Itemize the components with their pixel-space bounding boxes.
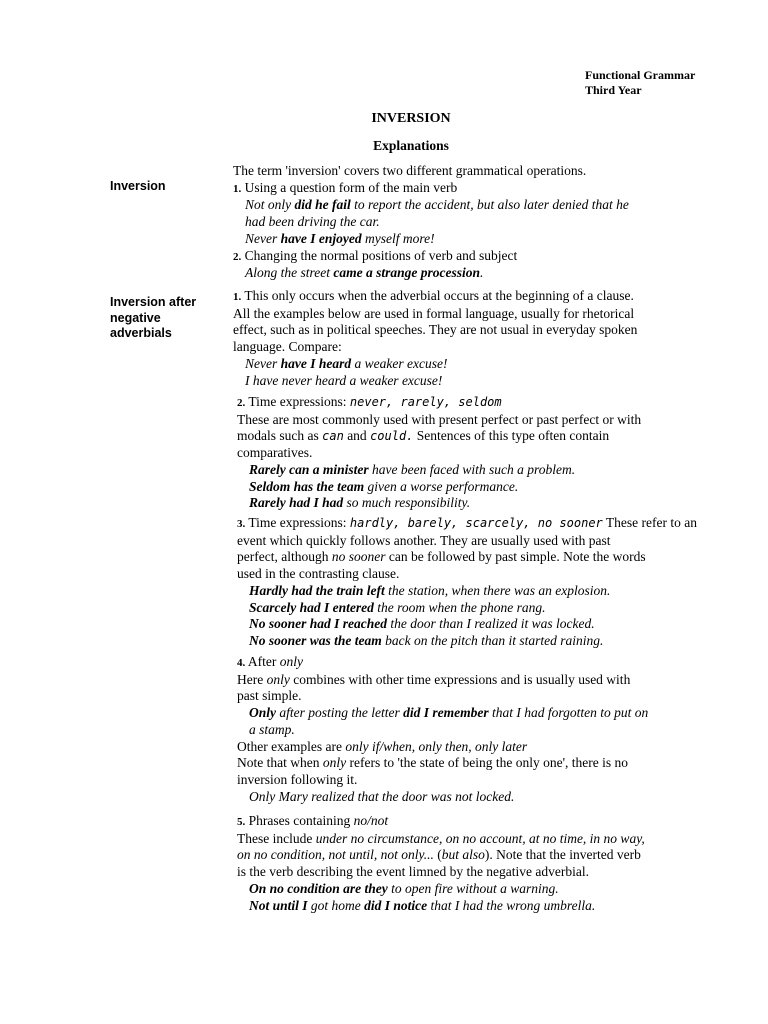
text-span: Seldom has the team	[249, 478, 365, 494]
text-span: Not until I	[249, 897, 308, 913]
section-text	[237, 428, 713, 445]
text-span: no sooner	[331, 549, 386, 565]
example	[233, 197, 713, 214]
text-span: only	[322, 755, 347, 771]
intro-item-1: 1. Using a question form of the main verb	[233, 179, 458, 195]
text-span: a stamp.	[249, 721, 295, 737]
example: had been driving the car.	[245, 214, 380, 230]
text-span: 2.	[237, 397, 246, 409]
section-text	[237, 739, 713, 756]
section-4	[237, 654, 713, 805]
text-span: 3.	[237, 518, 246, 530]
text-span: Here	[237, 671, 267, 687]
text-span: Rarely can a minister	[249, 461, 369, 477]
text-span: could.	[370, 429, 414, 444]
text-span: Only	[249, 705, 276, 721]
example	[237, 722, 713, 739]
section-text: All the examples below are used in formal language, usually for rhetorical	[233, 305, 635, 321]
text-span: 5.	[237, 816, 246, 828]
section-text	[233, 288, 713, 306]
text-span: and	[343, 428, 371, 444]
text-span: under no circumstance, on no account, at no time, in no way,	[315, 830, 645, 846]
text-span: These refer to an	[602, 515, 697, 530]
section-text: These are most commonly used with present perfect or past perfect or with	[237, 411, 642, 427]
text-span: Never	[245, 230, 281, 246]
text-span: Sentences of this type often contain	[413, 428, 610, 444]
text-span: only	[279, 654, 303, 669]
text-span: did he fail	[294, 197, 351, 213]
text-span: the room when the phone rang.	[373, 599, 546, 615]
section-3	[237, 515, 713, 650]
example	[237, 898, 713, 915]
section-text	[237, 549, 713, 566]
page-title: INVERSION	[371, 111, 451, 126]
text-span: got home	[307, 897, 365, 913]
text-span: did I notice	[364, 897, 428, 913]
section-text: effect, such as in political speeches. They are not usual in everyday spoken	[233, 322, 638, 338]
text-span: the station, when there was an explosion.	[384, 582, 611, 598]
example	[237, 600, 713, 617]
text-span: that I had forgotten to put on	[488, 705, 649, 721]
text-span: after posting the letter	[276, 705, 404, 721]
course-header	[585, 68, 695, 98]
text-span: hardly, barely, scarcely, no sooner	[349, 516, 603, 530]
example	[237, 479, 713, 496]
text-span: Scarcely had I entered	[249, 599, 374, 615]
section-heading	[237, 654, 713, 672]
text-span: so much responsibility.	[343, 495, 471, 511]
section-text: event which quickly follows another. They are usually used with past	[237, 532, 611, 548]
section-2	[237, 394, 713, 512]
text-span: Time expressions:	[248, 394, 350, 409]
text-span: given a worse performance.	[364, 478, 519, 494]
text-span: only if/when, only then, only later	[345, 738, 528, 754]
text-span: have I heard	[280, 355, 352, 371]
example: Only Mary realized that the door was not locked.	[249, 788, 515, 804]
text-span: never, rarely, seldom	[349, 395, 502, 409]
text-span: combines with other time expressions and is usually used with	[289, 671, 631, 687]
text-span: a weaker excuse!	[351, 355, 448, 371]
section-text: is the verb describing the event limned by the negative adverbial.	[237, 864, 590, 880]
text-span: Note that when	[237, 755, 323, 771]
text-span: but also	[441, 847, 485, 863]
section-text	[237, 755, 713, 772]
text-span: .	[479, 265, 484, 281]
section-text: language. Compare:	[233, 339, 342, 355]
text-span: After	[247, 654, 280, 669]
example	[233, 356, 713, 373]
text-span: Phrases containing	[248, 813, 354, 828]
course-name: Functional Grammar	[585, 68, 696, 82]
text-span: to open fire without a warning.	[387, 880, 559, 896]
text-span: modals such as	[237, 428, 323, 444]
text-span: no/not	[353, 813, 389, 828]
side-label-line: adverbials	[110, 326, 172, 340]
text-span: Never	[245, 355, 281, 371]
text-span: No sooner had I reached	[249, 616, 388, 632]
text-span: ). Note that the inverted verb	[484, 847, 641, 863]
text-span: perfect, although	[237, 549, 332, 565]
example	[237, 616, 713, 633]
example	[237, 495, 713, 512]
example	[237, 881, 713, 898]
text-span: This only occurs when the adverbial occurs at the beginning of a clause.	[244, 288, 634, 303]
text-span: can be followed by past simple. Note the words	[385, 549, 646, 565]
example	[233, 265, 713, 282]
intro-item-2	[233, 248, 713, 266]
section-text	[237, 672, 713, 689]
text-span: refers to 'the state of being the only one', there is no	[346, 755, 629, 771]
section-heading	[237, 515, 713, 533]
text-span: 2.	[233, 250, 242, 263]
page-subtitle: Explanations	[373, 138, 449, 153]
section-5	[237, 813, 713, 914]
course-year: Third Year	[585, 83, 642, 97]
text-span: only	[266, 671, 290, 687]
text-span: back on the pitch than it started raining.	[381, 632, 604, 648]
text-span: Time expressions:	[248, 515, 350, 530]
section-text: used in the contrasting clause.	[237, 566, 400, 582]
example	[237, 633, 713, 650]
side-label-negative-adverbials	[110, 295, 196, 342]
text-span: Other examples are	[237, 738, 346, 754]
section-text: comparatives.	[237, 445, 313, 461]
text-span: have I enjoyed	[280, 230, 362, 246]
text-span: Rarely had I had	[249, 495, 344, 511]
intro-line: The term 'inversion' covers two different grammatical operations.	[233, 163, 587, 178]
section-text: inversion following it.	[237, 771, 358, 787]
section-text: past simple.	[237, 688, 302, 704]
intro-section	[233, 163, 713, 282]
example	[237, 705, 713, 722]
text-span: that I had the wrong umbrella.	[427, 897, 596, 913]
text-span: to report the accident, but also later denied that he	[350, 197, 629, 213]
text-span: myself more!	[361, 230, 435, 246]
text-span: the door than I realized it was locked.	[387, 616, 595, 632]
side-label-line: negative	[110, 310, 161, 325]
side-label-inversion: Inversion	[110, 179, 166, 193]
side-label-line: Inversion after	[110, 295, 197, 309]
example: I have never heard a weaker excuse!	[245, 372, 443, 388]
section-heading	[237, 394, 713, 412]
text-span: Hardly had the train left	[249, 582, 385, 598]
example	[233, 231, 713, 248]
text-span: No sooner was the team	[249, 632, 382, 648]
text-span: (	[433, 847, 442, 863]
text-span: did I remember	[403, 705, 489, 721]
text-span: Changing the normal positions of verb and subject	[244, 247, 518, 263]
text-span: 4.	[237, 657, 246, 669]
section-1	[233, 288, 713, 389]
section-text	[237, 831, 713, 848]
text-span: 1.	[233, 291, 242, 303]
example	[237, 583, 713, 600]
text-span: On no condition are they	[249, 880, 388, 896]
section-heading	[237, 813, 713, 831]
text-span: These include	[237, 830, 316, 846]
text-span: came a strange procession	[333, 265, 480, 281]
text-span: have been faced with such a problem.	[368, 461, 576, 477]
text-span: can	[322, 429, 344, 444]
text-span: Not only	[245, 197, 295, 213]
text-span: on no condition, not until, not only...	[237, 847, 434, 863]
text-span: Along the street	[245, 265, 334, 281]
example	[237, 462, 713, 479]
section-text	[237, 847, 713, 864]
